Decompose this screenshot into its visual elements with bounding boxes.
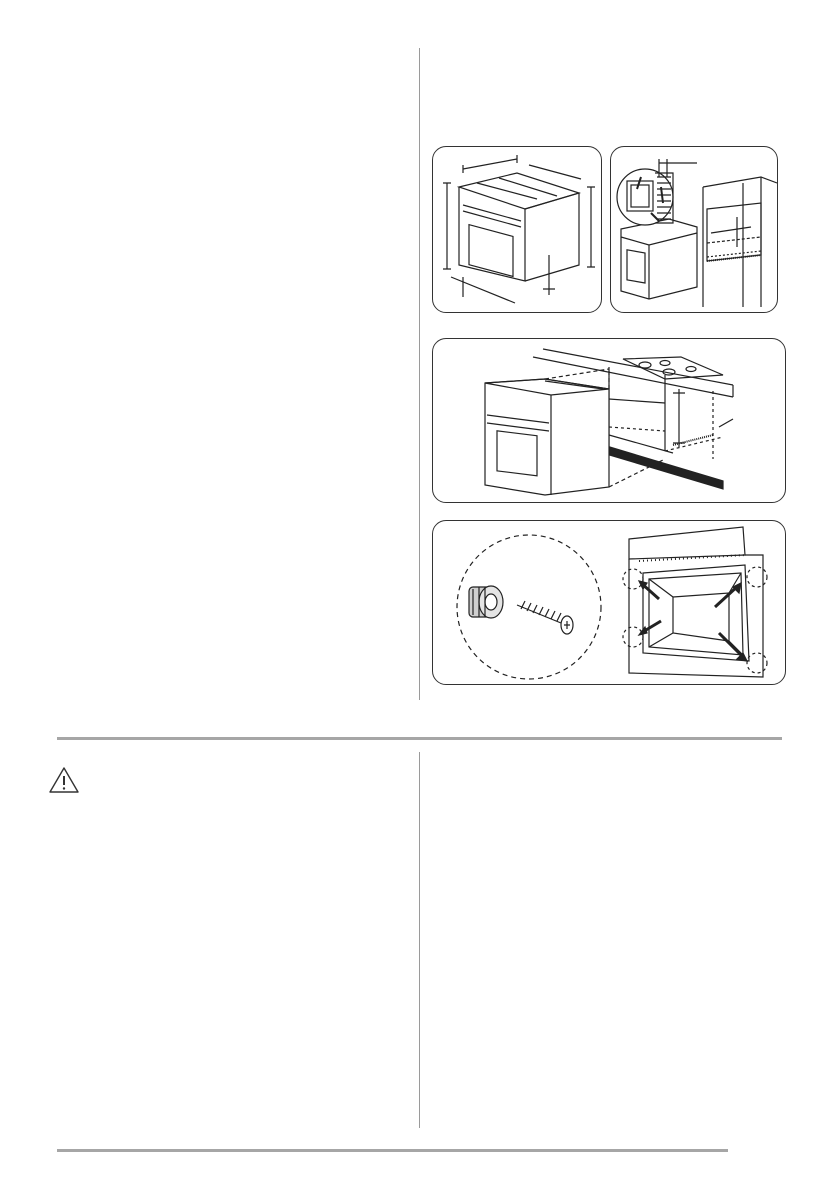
column-divider-top	[419, 48, 420, 700]
warning-triangle-icon	[47, 765, 81, 795]
fixing-screws-drawing	[433, 521, 785, 684]
under-hob-drawing	[433, 339, 785, 502]
figure-oven-dimensions	[432, 146, 602, 313]
section-rule-bottom	[57, 1149, 728, 1152]
figure-under-hob-installation	[432, 338, 786, 503]
column-divider-bottom	[419, 752, 420, 1128]
oven-dimensions-drawing	[433, 147, 601, 312]
section-rule-top	[57, 737, 782, 740]
figure-cabinet-cutout	[610, 146, 778, 313]
cabinet-cutout-drawing	[611, 147, 777, 312]
figure-fixing-screws	[432, 520, 786, 685]
